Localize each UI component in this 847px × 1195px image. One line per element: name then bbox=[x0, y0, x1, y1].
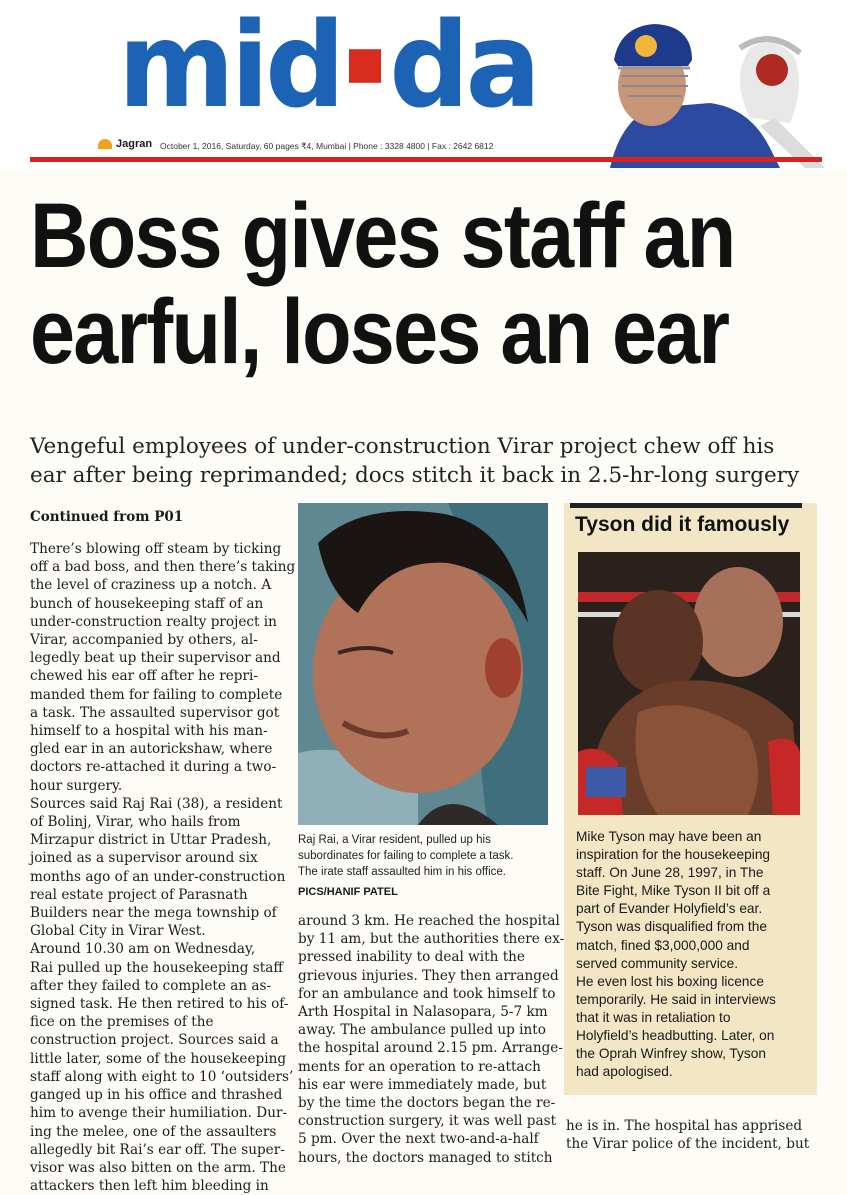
col2-line: hours, the doctors managed to stitch bbox=[298, 1149, 553, 1166]
deck bbox=[30, 432, 820, 490]
col2-line: around 3 km. He reached the hospital bbox=[298, 913, 560, 929]
jagran-logo bbox=[98, 138, 152, 150]
col1-line: Rai pulled up the housekeeping staff bbox=[30, 959, 283, 976]
col1-line: joined as a supervisor around six bbox=[30, 850, 258, 867]
kicker: Continued from P01 bbox=[30, 509, 184, 525]
headline-line-2: earful, loses an ear bbox=[30, 281, 729, 383]
col1-line: off a bad boss, and then there’s taking bbox=[30, 559, 296, 576]
col1-line: months ago of an under-construction bbox=[30, 868, 286, 885]
logo-dot bbox=[349, 49, 381, 83]
caption-line: subordinates for failing to complete a task. bbox=[298, 850, 514, 862]
masthead-logo bbox=[118, 0, 538, 135]
sidebar-line: the Oprah Winfrey show, Tyson bbox=[576, 1046, 766, 1062]
col1-line: real estate project of Parasnath bbox=[30, 886, 248, 903]
col1-line: attackers then left him bleeding in bbox=[30, 1178, 269, 1195]
col1-line: Around 10.30 am on Wednesday, bbox=[30, 941, 256, 958]
article-column-3 bbox=[566, 1117, 816, 1153]
sidebar-line: inspiration for the housekeeping bbox=[576, 847, 771, 863]
col2-line: by the time the doctors began the re- bbox=[298, 1095, 556, 1112]
col1-line: staff along with eight to 10 ‘outsiders’ bbox=[30, 1068, 294, 1085]
col1-line: doctors re-attached it during a two- bbox=[30, 759, 277, 776]
col1-line: himself to a hospital with his man- bbox=[30, 723, 268, 740]
col1-line: him to avenge their humiliation. Dur- bbox=[30, 1105, 288, 1122]
col1-line: under-construction realty project in bbox=[30, 613, 277, 630]
col1-line: legedly beat up their supervisor and bbox=[30, 650, 281, 667]
boxing-photo bbox=[578, 552, 800, 815]
sidebar-line: had apologised. bbox=[576, 1064, 673, 1080]
headline-line-1: Boss gives staff an bbox=[30, 185, 735, 287]
col2-line: construction surgery, it was well past bbox=[298, 1113, 557, 1130]
sidebar-line: Tyson was disqualified from the bbox=[576, 919, 767, 935]
deck-line-2: ear after being reprimanded; docs stitch it back in 2.5-hr-long surgery bbox=[30, 463, 800, 488]
caption-line: The irate staff assaulted him in his office. bbox=[298, 866, 506, 878]
col1-line: There’s blowing off steam by ticking bbox=[30, 541, 282, 557]
masthead-rule bbox=[30, 157, 822, 162]
col1-line: of Bolinj, Virar, who hails from bbox=[30, 814, 241, 831]
col1-line: after they failed to complete an as- bbox=[30, 977, 272, 994]
headline bbox=[30, 185, 735, 383]
jagran-label: Jagran bbox=[116, 138, 153, 150]
col1-line: ing the melee, one of the assaulters bbox=[30, 1123, 277, 1140]
col1-line: allegedly bit Rai’s ear off. The super- bbox=[30, 1141, 285, 1158]
col1-line: gled ear in an autorickshaw, where bbox=[30, 741, 273, 758]
col2-line: by 11 am, but the authorities there ex- bbox=[298, 931, 565, 948]
sidebar-title: Tyson did it famously bbox=[575, 513, 790, 536]
col1-line: visor was also bitten on the arm. The bbox=[30, 1159, 286, 1176]
col1-line: manded them for failing to complete bbox=[30, 686, 283, 703]
col2-line: the hospital around 2.15 pm. Arrange- bbox=[298, 1040, 563, 1057]
col1-line: a task. The assaulted supervisor got bbox=[30, 704, 280, 721]
dateline: October 1, 2016, Saturday, 60 pages ₹4, Mumbai | Phone : 3328 4800 | Fax : 2642 6812 bbox=[160, 141, 494, 151]
caption-line: Raj Rai, a Virar resident, pulled up his bbox=[298, 834, 491, 846]
sidebar-text bbox=[576, 828, 812, 1081]
col1-line: Sources said Raj Rai (38), a resident bbox=[30, 795, 283, 812]
col2-line: away. The ambulance pulled up into bbox=[298, 1022, 546, 1039]
col2-line: grievous injuries. They then arranged bbox=[298, 967, 559, 984]
col1-line: Global City in Virar West. bbox=[30, 923, 206, 940]
sidebar-line: He even lost his boxing licence bbox=[576, 973, 764, 989]
col1-line: construction project. Sources said a bbox=[30, 1032, 279, 1049]
col2-line: for an ambulance and took himself to bbox=[298, 985, 556, 1002]
deck-line-1: Vengeful employees of under-construction Virar project chew off his bbox=[30, 434, 775, 459]
sidebar-line: Mike Tyson may have been an bbox=[576, 829, 762, 844]
article-column-1 bbox=[30, 540, 296, 1195]
sidebar-top-rule bbox=[570, 503, 802, 508]
photo-caption bbox=[298, 832, 550, 880]
col2-line: 5 pm. Over the next two-and-a-half bbox=[298, 1131, 539, 1148]
sidebar-line: served community service. bbox=[576, 955, 739, 971]
logo-text-right: da bbox=[389, 0, 538, 135]
col1-line: little later, some of the housekeeping bbox=[30, 1050, 287, 1067]
article-column-2 bbox=[298, 912, 565, 1167]
col1-line: Mirzapur district in Uttar Pradesh, bbox=[30, 832, 272, 849]
sidebar-line: that it was in retaliation to bbox=[576, 1009, 731, 1025]
sun-icon bbox=[98, 139, 112, 149]
col1-line: ganged up in his office and thrashed bbox=[30, 1087, 283, 1104]
sidebar-line: temporarily. He said in interviews bbox=[576, 991, 776, 1007]
photo-credit: PICS/HANIF PATEL bbox=[298, 886, 398, 898]
victim-photo bbox=[298, 503, 548, 825]
col1-line: bunch of housekeeping staff of an bbox=[30, 595, 264, 612]
col2-line: ments for an operation to re-attach bbox=[298, 1058, 541, 1075]
sidebar-line: match, fined $3,000,000 and bbox=[576, 937, 750, 953]
col1-line: hour surgery. bbox=[30, 777, 123, 794]
col1-line: chewed his ear off after he repri- bbox=[30, 668, 258, 685]
col2-line: Arth Hospital in Nalasopara, 5-7 km bbox=[298, 1004, 548, 1021]
col1-line: the level of craziness up a notch. A bbox=[30, 577, 272, 594]
cricketer-illustration bbox=[600, 8, 830, 168]
col3-line: the Virar police of the incident, but bbox=[566, 1136, 810, 1153]
col2-line: his ear were immediately made, but bbox=[298, 1076, 547, 1093]
col2-line: pressed inability to deal with the bbox=[298, 949, 525, 966]
col1-line: signed task. He then retired to his of- bbox=[30, 996, 289, 1013]
sidebar-line: staff. On June 28, 1997, in The bbox=[576, 865, 764, 881]
col1-line: fice on the premises of the bbox=[30, 1014, 214, 1031]
col3-line: he is in. The hospital has apprised bbox=[566, 1118, 803, 1134]
col1-line: Virar, accompanied by others, al- bbox=[30, 632, 258, 649]
sidebar-line: Holyfield’s headbutting. Later, on bbox=[576, 1028, 775, 1044]
sidebar-line: part of Evander Holyfield’s ear. bbox=[576, 901, 763, 917]
sidebar-line: Bite Fight, Mike Tyson II bit off a bbox=[576, 883, 771, 899]
col1-line: Builders near the mega township of bbox=[30, 905, 277, 922]
logo-text-left: mid bbox=[118, 0, 342, 135]
